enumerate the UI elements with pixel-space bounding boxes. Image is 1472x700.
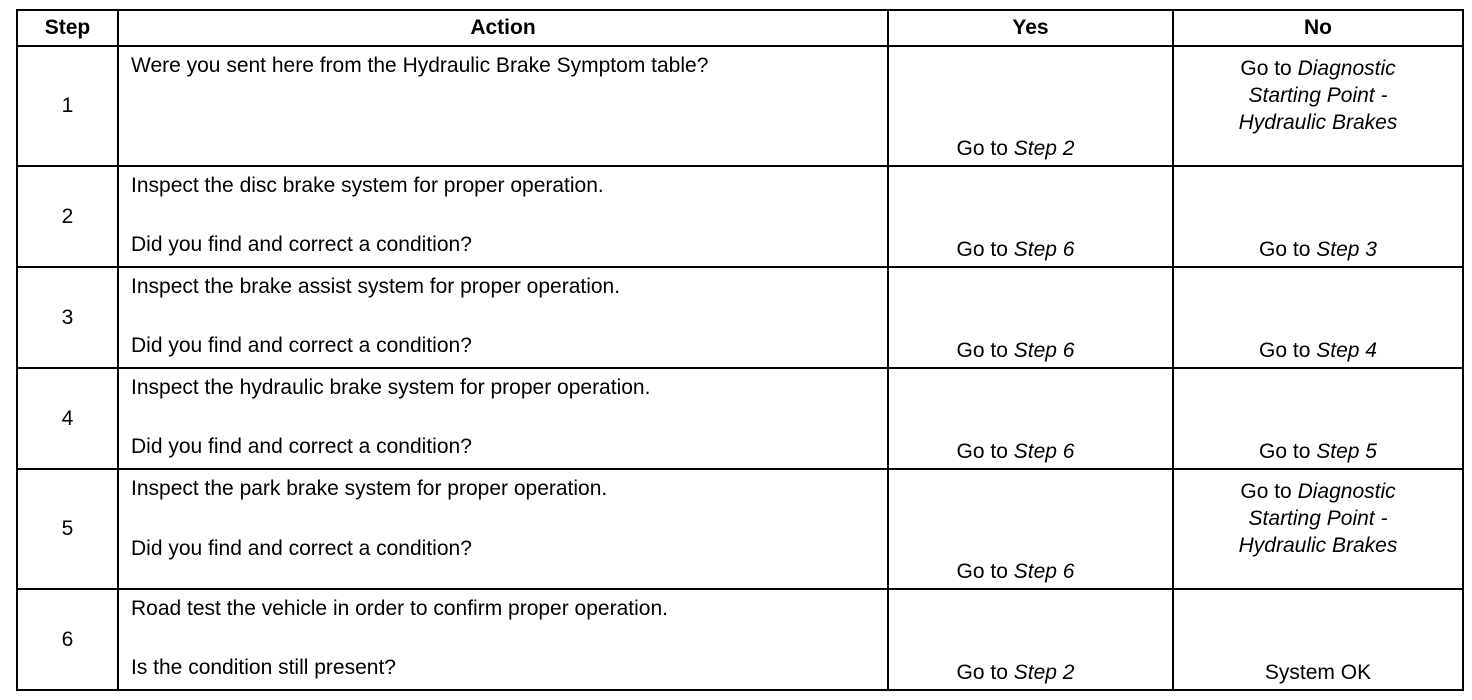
no-prefix: Go to <box>1259 339 1311 362</box>
yes-prefix: Go to <box>956 440 1008 463</box>
action-question: Did you find and correct a condition? <box>131 537 472 560</box>
no-step-ref: Step 3 <box>1316 238 1377 261</box>
step-number: 6 <box>17 589 118 690</box>
no-prefix: Go to <box>1259 238 1311 261</box>
no-step-ref: Step 5 <box>1316 440 1377 463</box>
yes-cell <box>888 469 1173 589</box>
yes-prefix: Go to <box>956 661 1008 684</box>
no-prefix: Go to <box>1240 480 1292 503</box>
step-number: 3 <box>17 267 118 368</box>
action-text: Road test the vehicle in order to confirm proper operation. <box>131 597 668 620</box>
step-number: 5 <box>17 469 118 589</box>
action-text: Inspect the disc brake system for proper operation. <box>131 174 604 197</box>
action-question: Did you find and correct a condition? <box>131 435 472 458</box>
yes-step-ref: Step 2 <box>1013 137 1075 160</box>
no-cell <box>1173 589 1463 690</box>
yes-prefix: Go to <box>956 137 1008 160</box>
table-row <box>17 267 1463 368</box>
table-row <box>17 368 1463 469</box>
yes-step-ref: Step 6 <box>1013 339 1075 362</box>
no-ref-line-1: Diagnostic <box>1297 480 1396 503</box>
action-text: Inspect the brake assist system for proper operation. <box>131 275 621 298</box>
yes-prefix: Go to <box>956 560 1008 583</box>
action-cell <box>118 166 888 267</box>
yes-cell <box>888 166 1173 267</box>
table-row <box>17 166 1463 267</box>
no-ref-line-3: Hydraulic Brakes <box>1238 111 1398 134</box>
no-cell <box>1173 46 1463 166</box>
yes-cell <box>888 589 1173 690</box>
action-question: Did you find and correct a condition? <box>131 334 472 357</box>
no-cell <box>1173 267 1463 368</box>
no-ref-line-2: Starting Point - <box>1248 507 1388 530</box>
yes-step-ref: Step 6 <box>1013 440 1075 463</box>
action-text: Inspect the hydraulic brake system for proper operation. <box>131 376 651 399</box>
action-text: Were you sent here from the Hydraulic Brake Symptom table? <box>131 54 709 77</box>
no-cell <box>1173 368 1463 469</box>
table-row <box>17 46 1463 166</box>
header-action: Action <box>118 10 888 46</box>
action-cell <box>118 589 888 690</box>
no-step-ref: Step 4 <box>1316 339 1377 362</box>
yes-cell <box>888 46 1173 166</box>
action-text: Inspect the park brake system for proper operation. <box>131 477 608 500</box>
action-cell <box>118 267 888 368</box>
action-question: Is the condition still present? <box>131 656 396 679</box>
yes-step-ref: Step 6 <box>1013 238 1075 261</box>
yes-step-ref: Step 2 <box>1013 661 1075 684</box>
table-row <box>17 469 1463 589</box>
no-ref-line-2: Starting Point - <box>1248 84 1388 107</box>
no-prefix: Go to <box>1240 57 1292 80</box>
action-cell <box>118 46 888 166</box>
header-step: Step <box>17 10 118 46</box>
no-text: System OK <box>1264 661 1372 684</box>
yes-cell <box>888 267 1173 368</box>
no-cell <box>1173 166 1463 267</box>
no-cell <box>1173 469 1463 589</box>
action-cell <box>118 469 888 589</box>
step-number: 4 <box>17 368 118 469</box>
diagnostic-table <box>16 9 1464 691</box>
step-number: 2 <box>17 166 118 267</box>
table-row <box>17 589 1463 690</box>
no-ref-line-3: Hydraulic Brakes <box>1238 534 1398 557</box>
step-number: 1 <box>17 46 118 166</box>
table-header-row <box>17 10 1463 46</box>
no-ref-line-1: Diagnostic <box>1297 57 1396 80</box>
header-yes: Yes <box>888 10 1173 46</box>
yes-cell <box>888 368 1173 469</box>
header-no: No <box>1173 10 1463 46</box>
yes-prefix: Go to <box>956 238 1008 261</box>
action-question: Did you find and correct a condition? <box>131 233 472 256</box>
yes-step-ref: Step 6 <box>1013 560 1075 583</box>
action-cell <box>118 368 888 469</box>
yes-prefix: Go to <box>956 339 1008 362</box>
no-prefix: Go to <box>1259 440 1311 463</box>
